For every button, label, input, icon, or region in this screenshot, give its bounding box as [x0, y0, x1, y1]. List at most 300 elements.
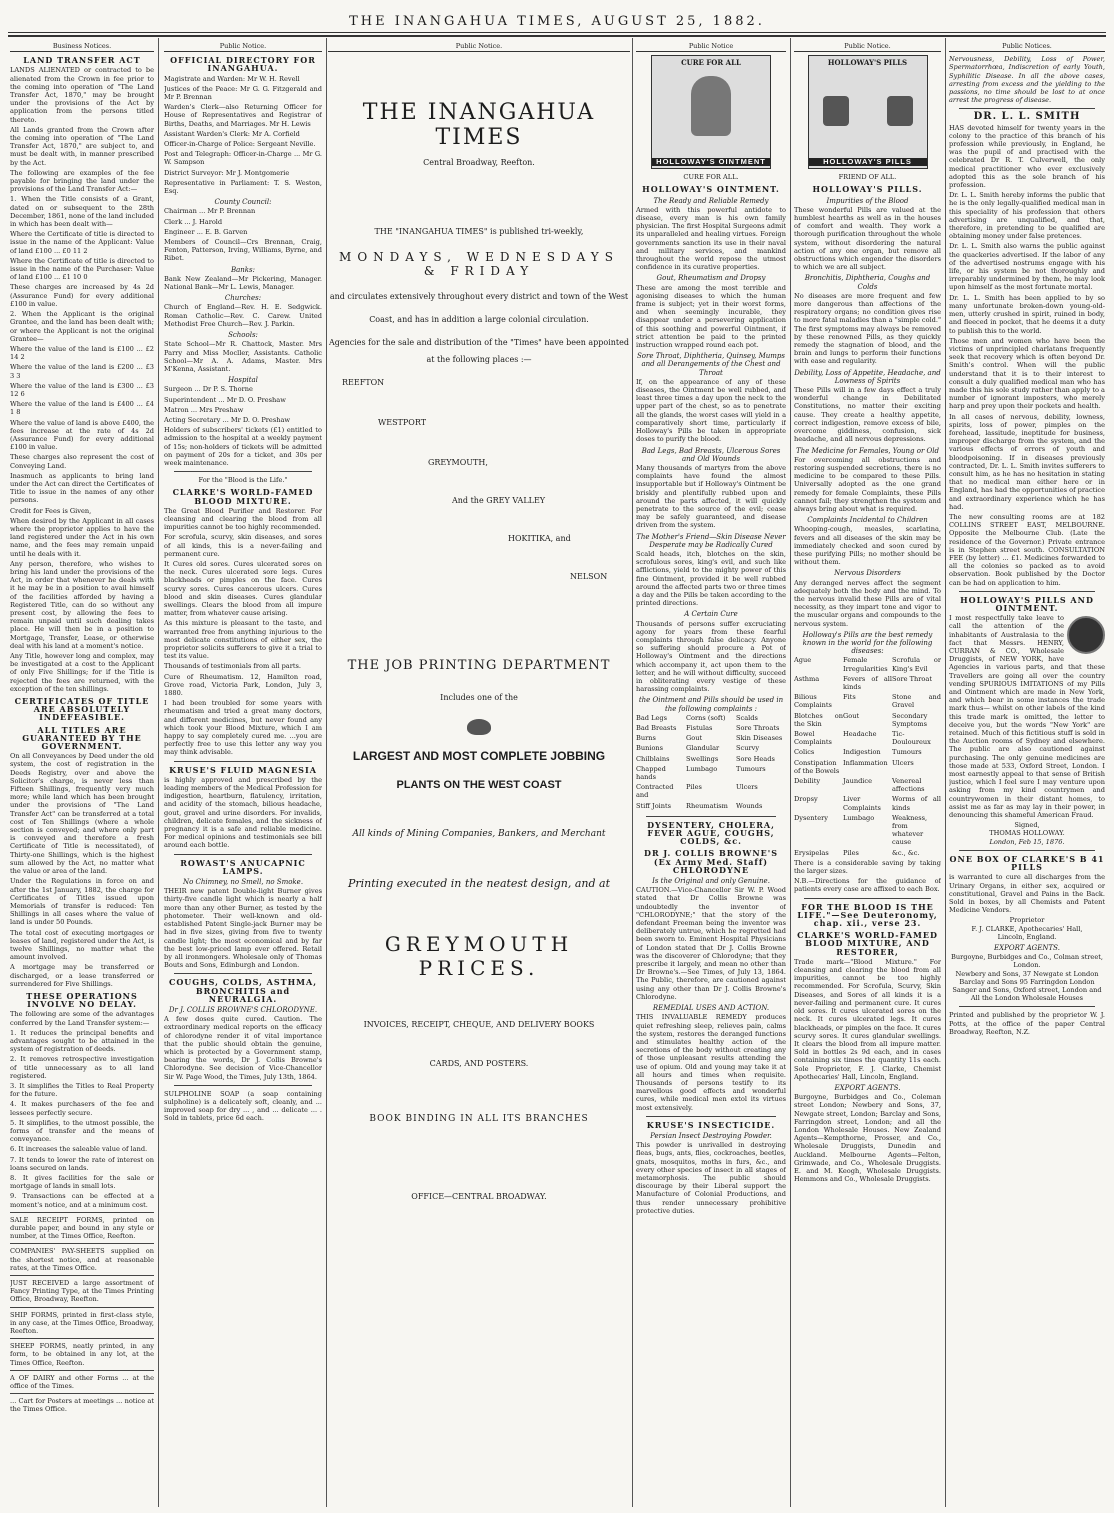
paragraph: 2. When the Applicant is the original Grantee, and the land has been dealt with; or where the Applicant is not the original Grantee— — [10, 310, 154, 343]
paragraph: The new consulting rooms are at 182 COLLINS STREET EAST, MELBOURNE. Opposite the Melbourne Club. (Late the residence of the Governor.) Private entrance is in Stephen street south. CONSULTATION FEE (by letter) ... £1. Medicines forwarded to all the colonies so packed as to avoid observation. Book published by the Doctor can be had on application to him. — [949, 512, 1105, 587]
banks-text: Bank New Zealand—Mr Pickering, Manager. National Bank—Mr L. Lewis, Manager. — [164, 274, 322, 292]
ailment-item: Secondary Symptoms — [892, 711, 928, 728]
paragraph: The Great Blood Purifier and Restorer. For cleansing and clearing the blood from all impurities cannot be too highly recommended. — [164, 506, 322, 532]
ailment-item: Constipation of the Bowels — [794, 758, 840, 775]
ailment-item: Contracted and — [636, 783, 674, 800]
ointment-title: HOLLOWAY'S OINTMENT. — [642, 184, 780, 195]
engraving-label: HOLLOWAY'S OINTMENT — [652, 158, 770, 166]
divider — [959, 1006, 1095, 1007]
column-6 — [949, 42, 1105, 1505]
paragraph: When desired by the Applicant in all cases where the proprietor applies to have the land registered under the Act in his own name, and the fees may remain unpaid until he deals with it. — [10, 516, 154, 558]
engraving-banner: HOLLOWAY'S PILLS — [827, 58, 908, 68]
section-heading: Nervous Disorders — [834, 569, 901, 578]
paragraph: Dr. L. L. Smith has been applied to by so many unfortunate broken-down young-old-men, utterly crushed in spirit, ruined in body, and fleeced in pocket, that he deems it a duty to publish this to the world. — [949, 293, 1105, 335]
ailment-item: Scalds — [736, 713, 758, 722]
list-item: 1. It reduces the principal benefits and advantages sought to be attained in the system of registration of deeds. — [10, 1028, 154, 1054]
column-divider — [790, 38, 791, 1507]
collis-browne-title: DR J. COLLIS BROWNE'S (Ex Army Med. Staff) CHLORODYNE — [644, 848, 778, 875]
ailment-item: Bad Breasts — [636, 724, 677, 732]
cough-subtitle: Dr J. COLLIS BROWNE'S CHLORODYNE. — [168, 1005, 318, 1014]
export-list — [949, 953, 1105, 1002]
divider — [174, 761, 312, 762]
divider — [174, 854, 312, 855]
blood-line: For the "Blood is the Life." — [198, 476, 288, 485]
list-item: 6. It increases the saleable value of land. — [10, 1145, 148, 1154]
dysentery-title: DYSENTERY, CHOLERA, FEVER AGUE, COUGHS, COLDS, &c. — [647, 819, 775, 847]
land-transfer-body — [10, 66, 154, 693]
ad-places — [328, 378, 630, 628]
paragraph: Where the value of the land is £100 ... £2 14 2 — [10, 344, 154, 362]
hospital-entry: Surgeon ... Dr P. S. Thorne — [164, 385, 253, 394]
conveyance-body — [10, 752, 154, 988]
paragraph: Where the value of the land is £200 ... £3 3 3 — [10, 363, 154, 380]
paragraph: Where the Certificate of title is directed to issue in the name of the Purchaser: Value of land £100 ... £1 10 0 — [10, 256, 154, 282]
proprietor-label: Proprietor — [1009, 916, 1045, 925]
ad-largest: LARGEST AND MOST COMPLETE JOBBING — [352, 749, 606, 763]
column-header: Public Notice. — [164, 42, 322, 52]
directory-entry: Representative in Parliament: T. S. Weston, Esq. — [164, 178, 322, 196]
section-heading: Sore Throat, Diphtheria, Quinsey, Mumps and all Derangements of the Chest and Throat — [636, 352, 785, 377]
section-text: Many thousands of martyrs from the above complaints have found the almost insupportable but if Holloway's Ointment be briskly and plentifully rubbed upon and around the parts affected, it will quickly penetrate to the source of the evil; cease may be safely guaranteed, and disease driven from the system. — [636, 463, 786, 530]
divider — [174, 471, 312, 472]
ailment-item: Gout — [686, 734, 703, 743]
paragraph: The total cost of executing mortgages or leases of land, registered under the Act, is twelve Shillings, no matter what the amount involved. — [10, 928, 154, 962]
section-heading: Bronchitis, Diphtheria, Coughs and Colds — [804, 274, 931, 291]
export-heading: EXPORT AGENTS. — [834, 1083, 901, 1092]
rowast-title: ROWAST'S ANUCAPNIC LAMPS. — [180, 857, 306, 876]
smith-title: DR. L. L. SMITH — [973, 111, 1081, 123]
paragraph: Cure of Rheumatism. 12, Hamilton road, Grove road, Victoria Park, London, July 3, 1880. — [164, 672, 322, 698]
cough-title: COUGHS, COLDS, ASTHMA, BRONCHITIS and NEURALGIA. — [168, 977, 318, 1004]
section-heading: Gout, Rheumatism and Dropsy — [656, 274, 766, 283]
ailment-item: Dropsy — [794, 795, 818, 804]
clarke-title: CLARKE'S WORLD-FAMED BLOOD MIXTURE, AND RESTORER, — [797, 930, 938, 957]
job-printing-title: THE JOB PRINTING DEPARTMENT — [347, 658, 611, 673]
section-text: No diseases are more frequent and few more dangerous than affections of the respiratory organs; no condition gives rise to more fatal maladies than a "simple cold." The first symptoms may always be removed by these renowned Pills, as they quickly remedy the stagnation of blood, and the brain and lungs to perform their functions with ease and regularity. — [794, 291, 941, 366]
ailment-item: Fevers of all kinds — [843, 674, 892, 691]
holloway-notice-body: I most respectfully take leave to call the attention of the inhabitants of Australasia to the fact that Messrs. HENRY, CURRAN & CO., Wholesale Druggists, of NEW YORK, have Agencies in various parts, and that these Travellers are going all over the country vending SPURIOUS IMITATIONS of my Pills and Ointment which are made in New York, and which bear in some instances the trade mark thus— whilst on other labels of the kind this trade mark is omitted, the letter to deceive you, but the words "New York" are retained. Much of this fictitious stuff is sold in the Auction rooms of Sydney and elsewhere. The public are also cautioned against purchasing. The only genuine medicines are those made at 533, Oxford Street, London. I most earnestly appeal to that sense of British justice, which I feel sure I may venture upon asking from my kind countrymen and countrywomen in their distant homes, to assist me as far as may lay in their power, in denouncing this shameful American Fraud. — [949, 614, 1105, 820]
council-heading: County Council: — [214, 198, 272, 207]
place-item: WESTPORT — [378, 418, 427, 427]
export-agent: All the London Wholesale Houses — [970, 994, 1084, 1003]
churches-text: Church of England—Rev. H. E. Sedgwick. Roman Catholic—Rev. C. Carew. United Methodist Free Church—Rev. J. Parkin. — [164, 303, 322, 328]
place-item: REEFTON — [342, 378, 385, 387]
clarke-text: Trade mark—"Blood Mixture." For cleansing and clearing the blood from all impurities, cannot be too highly recommended. For Scrofula, Scurvy, Skin Diseases, and Sores of all kinds it is a never-failing and permanent cure. It cures old sores. It cures ulcerated sores on the neck. It cures ulcerated legs. It cures blackheads, or pimples on the face. It cures scurvy sores. It cures glandular swellings. It clears the blood from all impure matter. Sold in bottles 2s 9d each, and in cases containing six times the quantity 11s each. Sole Proprietor, F. J. Clarke, Chemist Apothecaries' Hall, Lincoln, England. — [794, 957, 941, 1081]
council-list — [164, 207, 322, 262]
ailment-item: Wounds — [736, 801, 763, 810]
smith-intro: Nervousness, Debility, Loss of Power, Spermatorrhœa, Indiscretion of early Youth, Syphilitic Disease. In all the above cases, arresting from excess and the yielding to the passions, no time should be lost to at once arrest the progress of disease. — [949, 55, 1105, 105]
ailment-item: Chapped hands — [636, 764, 666, 782]
section-text: Scald heads, itch, blotches on the skin, scrofulous sores, king's evil, and such like afflictions, yield to the mighty power of this fine Ointment, provided it be well rubbed around the affected parts two or three times a day and the Pills be taken according to the printed directions. — [636, 549, 786, 608]
directory-entry: Magistrate and Warden: Mr W. H. Revell — [164, 74, 300, 83]
directory-entry: Post and Telegraph: Officer-in-Charge ... Mr G. W. Sampson — [164, 150, 322, 167]
ailment-item: Bowel Complaints — [794, 730, 832, 747]
trade-mark-seal-icon — [1067, 616, 1105, 654]
holloway-ointment-engraving — [651, 55, 771, 169]
ad-address: Central Broadway, Reefton. — [423, 158, 535, 167]
place-item: And the GREY VALLEY — [452, 496, 546, 505]
ailment-item: Colics — [794, 748, 815, 757]
directory-entry: Warden's Clerk—also Returning Officer for House of Representatives and Registrar of Births, Deaths, and Marriages. Mr H. Lewis — [164, 103, 322, 128]
section-text: Thousands of persons suffer excruciating agony for years from these fearful complaints through false delicacy. Anyone so suffering should procure a Pot of Holloway's Ointment and the directions which accompany it, act upon them to the letter, and he will without difficulty, succeed in obliterating every vestige of these harassing complaints. — [636, 619, 786, 694]
ailment-item: Bilious Complaints — [794, 693, 832, 710]
ad-agencies: Agencies for the sale and distribution of the "Times" have been appointed — [328, 338, 630, 347]
ailment-item: Stone and Gravel — [892, 693, 941, 710]
pills-ailments — [794, 656, 941, 858]
section-text: These Pills will in a few days effect a truly wonderful change in Debilitated Constitutions, no matter their exciting cause. They create a healthy appetite, correct indigestion, remove excess of bile, overcome giddiness, confusion, sick headache, and all nervous depressions. — [794, 386, 941, 444]
list-item: 2. It removes retrospective investigation of title unnecessary as to all land registered. — [10, 1055, 154, 1080]
ailment-item: Tumours — [736, 764, 766, 773]
export-agent: Burgoyne, Burbidges and Co., Colman street, London. — [951, 953, 1103, 970]
directory-entry: Officer-in-Charge of Police: Sergeant Neville. — [164, 140, 316, 149]
column-1 — [10, 42, 154, 1505]
column-header: Public Notice. — [328, 42, 630, 52]
directory-title: OFFICIAL DIRECTORY FOR INANGAHUA. — [170, 55, 316, 74]
hospital-entry: Holders of subscribers' tickets (£1) entitled to admission to the hospital at a weekly payment of 15s; non-holders of tickets will be admitted on payment of 20s for a ticket, and 30s per week maintenance. — [164, 426, 322, 467]
ad-office: OFFICE—CENTRAL BROADWAY. — [411, 1192, 547, 1201]
list-item: 5. It simplifies, to the utmost possible, the forms of transfer and the means of conveyance. — [10, 1118, 154, 1144]
kruse-text: is highly approved and prescribed by the leading members of the Medical Profession for indigestion, heartburn, flatulency, irritation, and acidity of the stomach, bilious headache, gout, gravel and urine disorders. For invalids, children, delicate females, and the sickness of pregnancy it is a safe and reliable medicine. For medical opinions and testimonials see bill around each bottle. — [164, 775, 322, 850]
section-heading: Complaints Incidental to Children — [807, 516, 928, 525]
divider — [959, 850, 1095, 851]
paragraph: As this mixture is pleasant to the taste, and warranted free from anything injurious to the most delicate constitutions of either sex, the proprietor solicits sufferers to give it a trial to test its value. — [164, 619, 322, 661]
ad-includes: Includes one of the — [440, 693, 518, 702]
no-delay-heading: THESE OPERATIONS INVOLVE NO DELAY. — [26, 990, 138, 1010]
saving-note: There is a considerable saving by taking the larger sizes. — [794, 858, 941, 876]
list-item: The following are some of the advantages conferred by the Land Transfer system:— — [10, 1010, 154, 1027]
ailment-item: Blotches on the Skin — [794, 711, 843, 728]
place-item: HOKITIKA, and — [508, 534, 571, 543]
churches-heading: Churches: — [224, 294, 262, 303]
export-heading: EXPORT AGENTS. — [994, 943, 1060, 952]
place-item: NELSON — [570, 572, 608, 581]
paragraph: Where the Certificate of title is directed to issue in the name of the Applicant: Value of land £100 ... £0 11 2 — [10, 230, 154, 255]
paragraph: HAS devoted himself for twenty years in the colony to the practice of this branch of his profession while previously, in England, he was the pupil of and practised with the celebrated Dr R. T. Culverwell, the only medical practitioner who ever exclusively adopted this as the sole branch of his profession. — [949, 123, 1105, 190]
collis-browne-text: CAUTION.—Vice-Chancellor Sir W. P. Wood stated that Dr Collis Browne was undoubtedly the inventor of "CHLORODYNE;" that the story of the defendant Freeman being the inventor was deliberately untrue, which he regretted had been sworn to. Eminent Hospital Physicians of London stated that Dr J. Collis Browne was the discoverer of Chlorodyne; that they prescribe it largely, and mean no other than Dr Browne's.—See Times, of July 13, 1864. The Public, therefore, are cautioned against using any other than Dr J. Collis Browne's Chlorodyne. — [636, 886, 786, 1001]
section-heading: The Medicine for Females, Young or Old — [795, 446, 940, 455]
notice: SHEEP FORMS, neatly printed, in any form, to be obtained in any lot, at the Times Office, Reefton. — [10, 1338, 154, 1367]
ailment-item: Indigestion — [843, 748, 881, 757]
list-item: 9. Transactions can be effected at a moment's notice, and at a minimum cost. — [10, 1192, 154, 1209]
export-agent: Newbery and Sons, 37 Newgate st London — [955, 969, 1099, 978]
column-header: Business Notices. — [10, 42, 154, 52]
ailment-item: Venereal affections — [892, 777, 925, 794]
ailment-item: Burns — [636, 734, 656, 743]
paragraph: Inasmuch as applicants to bring land under the Act can direct the Certificates of Title to issue in the names of any other persons. — [10, 471, 154, 505]
ailment-item: Female Irregularities — [843, 656, 888, 673]
section-heading: A Certain Cure — [684, 610, 738, 619]
signer-name: THOMAS HOLLOWAY. — [989, 829, 1065, 838]
council-entry: Chairman ... Mr P. Brennan — [164, 207, 256, 216]
paragraph: In all cases of nervous, debility, lowness, spirits, loss of power, pimples on the forehead, lassitude, ineptitude for business, improper discharge from the system, and the various effects of errors of youth and bloodpoisoning. If in diseases previously contracted, Dr. L. L. Smith invites sufferers to consult him, as he has no hesitation in stating that no medical man either here or in England, has had the opportunities of practice and extraordinary experience which he has had. — [949, 412, 1105, 511]
ad-days: MONDAYS, WEDNESDAYS & FRIDAY — [339, 250, 619, 278]
paragraph: These charges also represent the cost of Conveying Land. — [10, 453, 154, 470]
section-text: Armed with this powerful antidote to disease, every man is his own family physician. The first Hospital Surgeons admit its unparalleled and healing virtues. Foreign governments sanction its use in their naval and military services, and mankind throughout the world repose the utmost confidence in its curative properties. — [636, 205, 786, 272]
paragraph: 1. When the Title consists of a Grant, dated on or subsequent to the 28th December, 1861, none of the land included in which has been dealt with— — [10, 195, 154, 229]
collis-browne-sub: Is the Original and only Genuine. — [652, 877, 770, 886]
ailment-item: Dysentery — [794, 813, 828, 822]
blood-title: FOR THE BLOOD IS THE LIFE."—See Deuteronomy, chap. xii., verse 23. — [797, 901, 938, 929]
paragraph: LANDS ALIENATED or contracted to be alienated from the Crown in fee prior to the coming into operation of "The Land Transfer Act, 1870," may be brought under the provisions of the Act by application from the persons titled thereto. — [10, 66, 154, 124]
section-heading: Bad Legs, Bad Breasts, Ulcerous Sores and Old Wounds — [641, 446, 781, 463]
paragraph: These charges are increased by 4s 2d (Assurance Fund) for every additional £100 in value. — [10, 283, 154, 308]
ailment-item: Bad Legs — [636, 713, 667, 722]
section-text: For overcoming all obstructions and restoring suspended secretions, there is no medicine to be compared to these Pills. Universally adopted as the one grand remedy for female Complaints, these Pills cannot fail; they strengthen the system and always bring about what is required. — [794, 455, 941, 513]
council-entry: Clerk ... J. Harold — [164, 217, 223, 226]
ailment-item: Skin Diseases — [736, 734, 783, 743]
ailment-item: Jaundice — [843, 777, 872, 786]
insecticide-text: This powder is unrivalled in destroying fleas, bugs, ants, flies, cockroaches, beetles, gnats, mosquitos, moths in furs, &c., and every other species of insect in all stages of metamorphosis. The public should discourage by their Liberal support the Manufacture of Colonial Productions, and thus render unnecessary prohibitive protective duties. — [636, 1141, 786, 1215]
directory-entry: Justices of the Peace: Mr G. G. Fitzgerald and Mr P. Brennan — [164, 84, 322, 102]
ointment-useful: the Ointment and Pills should be used in the following complaints : — [638, 696, 784, 713]
section-text: These are among the most terrible and agonising diseases to which the human frame is subject; yet in their worst forms, and when seemingly incurable, they disappear under a persevering application of this soothing and powerful Ointment, if strict attention be paid to the printed instruction wrapped round each pot. — [636, 283, 786, 350]
sulpholine-text: SULPHOLINE SOAP (a soap containing sulpholine) is a delicately soft, cleanly, and ... improved soap for dry ... , and ... delicate ... . Sold in tablets, price 6d each. — [164, 1089, 322, 1123]
list-item: 8. It gives facilities for the sale or mortgage of lands in small lots. — [10, 1174, 154, 1191]
ailment-item: Bunions — [636, 744, 664, 753]
list-item: 4. It makes purchasers of the fee and lessees perfectly secure. — [10, 1100, 154, 1117]
ailment-item: Scurvy — [736, 744, 760, 753]
council-entry: Members of Council—Crs Brennan, Craig, Fenton, Patterson, Irving, Williams, Byrne, and Ribet. — [164, 238, 322, 263]
paragraph: On all Conveyances by Deed under the old system, the cost of registration in the Deeds Registry, over and above the Solicitor's charge, is never less than Fifteen Shillings, frequently very much more; while land which has been brought under the provisions of "The Land Transfer Act" can be transferred at a total cost of Ten Shillings (where a whole section is conveyed; and where only part is conveyed and therefore a fresh Certificate of Title is necessitated), of Thirty-one Shillings, which is the highest sum allowed by the Act, no matter what the value or area of the land. — [10, 752, 154, 876]
paragraph: For scrofula, scurvy, skin diseases, and sores of all kinds, this is a never-failing and permanent cure. — [164, 533, 322, 558]
ointment-sections — [636, 197, 786, 694]
notice: A OF DAIRY and other Forms ... at the office of the Times. — [10, 1370, 154, 1390]
box-text: is warranted to cure all discharges from the Urinary Organs, in either sex, acquired or constitutional, Gravel and Pains in the Back. Sold in boxes, by all Chemists and Patent Medicine Vendors. — [949, 873, 1105, 915]
paragraph: Any Title, however long and complex, may be investigated at a cost to the Applicant of only Five Shillings; for if the Title is rejected the fees are returned, with the exception of the ten shillings. — [10, 652, 154, 693]
ailment-item: Corns (soft) — [686, 713, 726, 722]
notice: ... Cart for Posters at meetings ... notice at the Times Office. — [10, 1393, 154, 1413]
export-text: Burgoyne, Burbidges and Co., Coleman street London; Newbery and Sons, 37, Newgate street, London; Barclay and Sons, Farringdon street, London; and all the London Wholesale Houses. New Zealand Agents—Kempthorne, Prosser, and Co., Wholesale Druggists, Dunedin and Auckland. Melbourne Agents—Felton, Grimwade, and Co., Wholesale Druggists. E. and M. Keogh, Wholesale Druggists. Hemmons and Co., Wholesale Druggists. — [794, 1093, 941, 1184]
list-item: 3. It simplifies the Titles to Real Property for the future. — [10, 1081, 154, 1099]
ailment-item: Debility — [794, 777, 821, 786]
ailment-item: Ulcers — [736, 783, 758, 792]
masthead: THE INANGAHUA TIMES, AUGUST 25, 1882. — [349, 14, 765, 29]
ailment-item: Sore Throats — [736, 724, 780, 732]
signature-date: London, Feb 15, 1876. — [989, 837, 1065, 846]
ailment-item: Fistulas — [686, 724, 713, 732]
section-text: These wonderful Pills are valued at the humblest hearths as well as in the houses of comfort and wealth. They work a thorough purification throughout the whole system, without disordering the natural action of any one organ, but remove all obstructions which engender the disorders to which we are all subject. — [794, 205, 941, 272]
ailment-item: Inflammation — [843, 758, 888, 767]
ailment-item: Stiff Joints — [636, 801, 672, 810]
pills-sections — [794, 197, 941, 628]
engraving-caption: FRIEND OF ALL. — [838, 173, 897, 182]
ailment-item: Chilblains — [636, 754, 670, 763]
section-heading: The Mother's Friend—Skin Disease Never Desperate may be Radically Cured — [636, 532, 786, 549]
directory-entry: District Surveyor: Mr J. Montgomerie — [164, 168, 290, 177]
section-text: If, on the appearance of any of these diseases, the Ointment be well rubbed, and least three times a day upon the neck to the upper part of the chest, so as to penetrate all the glands, the worst cases will yield in a comparatively short time, particularly if Holloway's Pills be taken in appropriate doses to purify the blood. — [636, 377, 786, 444]
top-rule — [8, 32, 1106, 33]
paragraph: Thousands of testimonials from all parts. — [164, 662, 302, 671]
ailment-item: Swellings — [686, 754, 719, 763]
place-item: GREYMOUTH, — [428, 458, 488, 467]
divider — [646, 816, 776, 817]
paragraph: Where the value of the land is £300 ... £3 12 6 — [10, 381, 154, 398]
ailment-item: Rheumatism — [686, 801, 728, 810]
list-item: 7. It tends to lower the rate of interest on loans secured on lands. — [10, 1155, 154, 1172]
column-2 — [164, 42, 322, 1505]
land-transfer-title: LAND TRANSFER ACT — [23, 55, 141, 66]
ad-plants: PLANTS ON THE WEST COAST — [396, 779, 562, 791]
proprietor-place: Lincoln, England. — [997, 932, 1057, 941]
divider — [174, 973, 312, 974]
insecticide-sub: Persian Insect Destroying Powder. — [650, 1131, 772, 1140]
hospital-heading: Hospital — [228, 376, 258, 385]
ad-coast: Coast, and has in addition a large colonial circulation. — [369, 315, 589, 324]
paragraph: All Lands granted from the Crown after the coming into operation of "The Land Transfer Act, 1870," are subject to, and must be dealt with, in manner prescribed by the Act. — [10, 125, 154, 167]
ornament-icon — [328, 716, 630, 735]
holloway-pills-engraving — [808, 55, 928, 169]
ailment-item: Lumbago — [843, 813, 875, 822]
column-header: Public Notice. — [794, 42, 941, 52]
hospital-entry: Acting Secretary ... Mr D. O. Preshaw — [164, 415, 291, 424]
paragraph: The following are examples of the fee payable for bringing the land under the provisions of the Land Transfer Act:— — [10, 168, 154, 194]
export-agent: Sanger and Sons, Oxford street, London and — [952, 985, 1102, 994]
column-divider — [945, 38, 946, 1507]
cough-text: A few doses quite cured. Caution. The extraordinary medical reports on the efficacy of chlorodyne render it of vital importance that the public should obtain the genuine, which is protected by a Government stamp, bearing the words, Dr J. Collis Browne's Chlorodyne. See decision of Vice-Chancellor Sir W. Page Wood, the Times, July 13th, 1864. — [164, 1015, 322, 1081]
ailment-item: Ague — [794, 656, 812, 665]
ad-places-intro: at the following places :— — [426, 355, 532, 364]
kruse-title: KRUSE'S FLUID MAGNESIA — [169, 764, 317, 775]
printing-notices — [10, 1212, 154, 1414]
ailment-item: Headache — [843, 730, 877, 738]
ad-published: THE "INANGAHUA TIMES" is published tri-weekly, — [374, 227, 584, 236]
paragraph: Under the Regulations in force on and after the 1st January, 1882, the charge for Certificates of Titles issued upon Memorials of transfer is reduced: Ten Shillings in all cases where the value of land is under 50 Pounds. — [10, 877, 154, 927]
guaranteed-heading: ALL TITLES ARE GUARANTEED BY THE GOVERNMENT. — [22, 724, 142, 752]
rowast-text: THEIR new patent Double-light Burner gives thirty-five candle light which is nearly a half more than any other Burner, as tested by the photometer. Their well-known and old-established Patent Single-jack Burner may be had in five sizes, giving from five to twenty candle light; the most economical and by far the best low-priced lamp ever offered. Retail by all ironmongers. Wholesale only of Thomas Bouts and Sons, Edinburgh and London. — [164, 887, 322, 970]
ailment-item: Weakness, from whatever cause — [892, 813, 928, 847]
section-heading: Debility, Loss of Appetite, Headache, and Lowness of Spirits — [794, 368, 941, 385]
paragraph: Dr. L. L. Smith also warns the public against the quackeries advertised. If the labor of any of the advertised nostrums engage with his life, or his system be not thoroughly and irreparably undermined by them, he may look upon himself as the most fortunate mortal. — [949, 242, 1105, 292]
proprietor-name: F. J. CLARKE, Apothecaries' Hall, — [971, 924, 1083, 933]
column-4 — [636, 42, 786, 1505]
section-heading: Impurities of the Blood — [826, 196, 909, 205]
ailment-item: Sore Heads — [736, 754, 775, 763]
signed-label: Signed, — [1014, 821, 1040, 830]
holloway-notice-title: HOLLOWAY'S PILLS AND OINTMENT. — [960, 594, 1094, 613]
divider — [646, 1116, 776, 1117]
ad-title: THE INANGAHUA TIMES — [362, 100, 596, 150]
column-divider — [632, 38, 633, 1507]
nb-note: N.B.—Directions for the guidance of patients every case are affixed to each Box. — [794, 877, 941, 894]
engraving-caption: CURE FOR ALL. — [683, 173, 739, 182]
export-agent: Barclay and Sons 95 Farringdon London — [959, 977, 1095, 986]
divider — [959, 108, 1095, 109]
notice: SHIP FORMS, printed in first-class style, in any case, at the Times Office, Broadway, Reefton. — [10, 1307, 154, 1336]
column-header: Public Notices. — [949, 42, 1105, 52]
insecticide-title: KRUSE'S INSECTICIDE. — [646, 1119, 776, 1130]
column-5 — [794, 42, 941, 1505]
box-title: ONE BOX OF CLARKE'S B 41 PILLS — [949, 853, 1105, 873]
ailment-item: Piles — [686, 783, 702, 792]
ailment-item: Erysipelas — [794, 848, 829, 857]
paragraph: Where the value of the land is £400 ... £4 1 8 — [10, 400, 154, 417]
ailment-item: Glandular — [686, 744, 720, 753]
notice: SALE RECEIPT FORMS, printed on durable paper, and bound in any style or number, at the Times Office, Reefton. — [10, 1212, 154, 1241]
ailment-item: Worms of all kinds — [892, 795, 941, 812]
paragraph: It Cures old sores. Cures ulcerated sores on the neck. Cures ulcerated sore legs. Cures blackheads or pimples on the face. Cures scurvy sores. Cures cancerous ulcers. Cures blood and skin diseases. Cures glandular swellings. Clears the blood from all impure matter, from whatever cause arising. — [164, 559, 322, 618]
remedial-heading: REMEDIAL USES AND ACTION. — [652, 1004, 770, 1013]
certificates-heading: CERTIFICATES OF TITLE ARE ABSOLUTELY INDEFEASIBLE. — [14, 696, 150, 723]
ad-prices: GREYMOUTH PRICES. — [384, 932, 574, 980]
section-text: Any deranged nerves affect the segment adequately both the body and the mind. To the nervous invalid these Pills are of vital necessity, as they impart tone and vigor to the muscular organs and compounds to the nervous system. — [794, 578, 941, 628]
schools-heading: Schools: — [228, 331, 258, 340]
ointment-ailments — [636, 714, 786, 812]
paragraph: Where the value of land is above £400, the fees increase at the rate of 4s 2d (Assurance Fund) for every additional £100 in value. — [10, 418, 154, 452]
pills-title: HOLLOWAY'S PILLS. — [812, 184, 923, 195]
divider — [804, 898, 931, 899]
ad-invoices: INVOICES, RECEIPT, CHEQUE, AND DELIVERY BOOKS — [363, 1020, 595, 1029]
divider — [959, 591, 1095, 592]
column-divider — [326, 38, 327, 1507]
ailment-item: Fits — [843, 693, 856, 702]
ad-printing: Printing executed in the neatest design, and at — [347, 877, 610, 890]
jar-icon — [887, 96, 913, 126]
section-heading: The Ready and Reliable Remedy — [653, 196, 769, 205]
notice: JUST RECEIVED a large assortment of Fancy Printing Type, at the Times Printing Office, Broadway, Reefton. — [10, 1275, 154, 1304]
paragraph: Any person, therefore, who wishes to bring his land under the provisions of the Act, in order that whenever he deals with it he may be in a position to avail himself of the facilities afforded by having a Registered Title, can do so without any present cost, by allowing the fees to remain unpaid until such dealing takes place. He will then be in a position to Mortgage, Transfer, Lease, or otherwise deal with his land at a moment's notice. — [10, 559, 154, 650]
pills-useful: Holloway's Pills are the best remedy known in the world for the following diseases: — [802, 630, 933, 656]
ailment-item: &c., &c. — [892, 848, 920, 857]
ailment-item: Scrofula or King's Evil — [892, 656, 941, 673]
rowast-subtitle: No Chimney, no Smell, no Smoke. — [182, 878, 304, 887]
ailment-item: Sore Throat — [892, 674, 932, 683]
ad-circulates: and circulates extensively throughout every district and town of the West — [329, 292, 629, 301]
ailment-item: Tumours — [892, 748, 922, 757]
council-entry: Engineer ... E. B. Garven — [164, 227, 248, 236]
hospital-entry: Matron ... Mrs Preshaw — [164, 405, 244, 414]
ailment-item: Piles — [843, 848, 859, 857]
holloway-notice-text — [949, 614, 1105, 819]
ad-cards: CARDS, AND POSTERS. — [429, 1059, 529, 1068]
divider — [174, 1085, 312, 1086]
top-rule-double — [8, 35, 1106, 37]
column-divider — [158, 38, 159, 1507]
paragraph: Credit for Fees is Given, — [10, 506, 92, 515]
paragraph: Dr. L. L. Smith hereby informs the public that he is the only legally-qualified medical man in this speciality of his profession that others advertising are unqualified, and that, therefore, in pretending to be qualified are obtaining money under false pretences. — [949, 191, 1105, 241]
notice: COMPANIES' PAY-SHEETS supplied on the shortest notice, and at reasonable rates, at the Times Office. — [10, 1243, 154, 1272]
imprint: Printed and published by the proprietor W. J. Potts, at the office of the paper Central Broadway, Reefton, N.Z. — [949, 1011, 1105, 1036]
engraving-banner: CURE FOR ALL — [681, 58, 741, 68]
schools-text: State School—Mr R. Chattock, Master. Mrs Parry and Miss Mocller, Assistants. Catholic School—Mr A. A. Adams, Master. Mrs M'Kenna, Assistant. — [164, 340, 322, 373]
figure-icon — [691, 76, 731, 136]
jar-icon — [823, 96, 849, 126]
ailment-item: Ulcers — [892, 758, 914, 767]
ad-mining: All kinds of Mining Companies, Bankers, and Merchant — [352, 829, 606, 839]
ad-binding: BOOK BINDING IN ALL ITS BRANCHES — [369, 1114, 589, 1124]
hospital-entry: Superintendent ... Mr D. O. Preshaw — [164, 395, 286, 404]
ailment-item: Tic-Douloureux — [892, 730, 931, 747]
ailment-item: Gout — [843, 711, 860, 720]
directory-entry: Assistant Warden's Clerk: Mr A. Corfield — [164, 129, 300, 138]
remedial-text: THIS INVALUABLE REMEDY produces quiet refreshing sleep, relieves pain, calms the system, restores the deranged functions and stimulates healthy action of the secretions of the body without creating any of those unpleasant results attending the use of opium. Old and young may take it at all hours and times when requisite. Thousands of persons testify to its marvellous good effects and wonderful cures, while medical men extol its virtues most extensively. — [636, 1013, 786, 1112]
smith-body — [949, 124, 1105, 587]
banks-heading: Banks: — [230, 265, 256, 274]
hospital-list — [164, 385, 322, 467]
paragraph: Those men and women who have been the victims of unprincipled charlatans frequently seek that recovery which is often beyond Dr. Smith's control. When will the public understand that it is to their interest to consult a duly qualified medical man who has made this his sole study rather than apply to a number of ignorant imposters, who merely harp and prey upon their pockets and health. — [949, 336, 1105, 411]
ailment-item: Lumbago — [686, 764, 718, 773]
advantages-list — [10, 1010, 154, 1208]
clarke-title: CLARKE'S WORLD-FAMED BLOOD MIXTURE. — [172, 487, 314, 506]
paragraph: A mortgage may be transferred or discharged, or a lease transferred or surrendered for Five Shillings. — [10, 963, 154, 988]
clarke-body — [164, 507, 322, 757]
times-advertisement — [328, 42, 630, 1505]
directory-entries — [164, 75, 322, 196]
section-text: Whooping-cough, measles, scarlatina, fevers and all diseases of the skin may be immediately checked and soon cured by these purifying Pills; no mother should be without them. — [794, 525, 941, 567]
ailment-item: Liver Complaints — [843, 795, 881, 812]
paragraph: I had been troubled for some years with rheumatism and tried a great many doctors, and different medicines, but never found any which took your Blood Mixture, which I am happy to say completely cured me. ...you are perfectly free to use this letter any way you may think advisable. — [164, 699, 322, 757]
ailment-item: Asthma — [794, 674, 820, 683]
engraving-label: HOLLOWAY'S PILLS — [809, 158, 927, 166]
